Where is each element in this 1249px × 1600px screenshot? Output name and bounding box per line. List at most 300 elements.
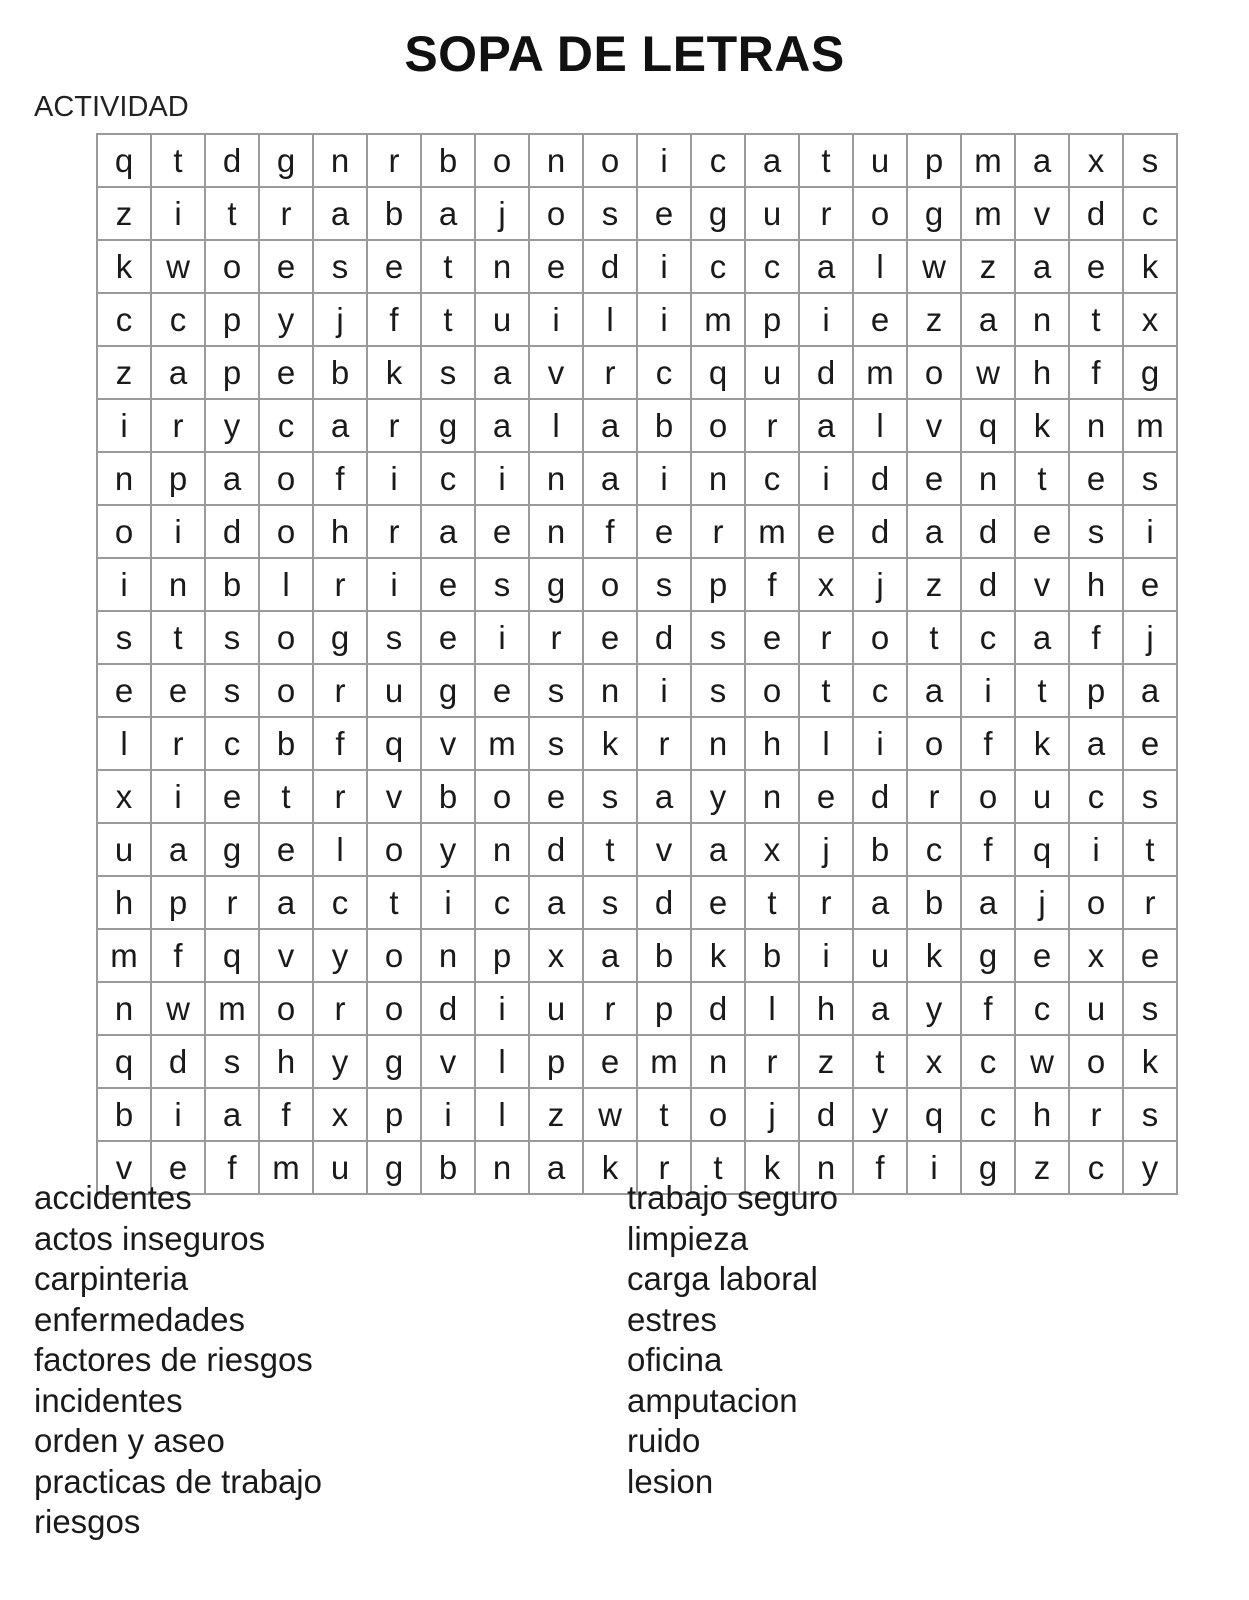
grid-cell: e	[259, 823, 313, 876]
grid-cell: b	[313, 346, 367, 399]
grid-cell: t	[205, 187, 259, 240]
grid-cell: d	[961, 505, 1015, 558]
grid-cell: o	[259, 452, 313, 505]
grid-cell: i	[151, 505, 205, 558]
grid-cell: n	[1015, 293, 1069, 346]
grid-cell: v	[907, 399, 961, 452]
grid-cell: t	[799, 134, 853, 187]
grid-cell: l	[97, 717, 151, 770]
grid-cell: i	[421, 1088, 475, 1141]
grid-cell: v	[421, 717, 475, 770]
grid-cell: o	[367, 823, 421, 876]
grid-cell: v	[367, 770, 421, 823]
grid-cell: e	[259, 346, 313, 399]
grid-cell: c	[205, 717, 259, 770]
grid-cell: r	[745, 399, 799, 452]
grid-cell: e	[529, 240, 583, 293]
grid-cell: c	[1123, 187, 1177, 240]
grid-cell: r	[151, 399, 205, 452]
grid-cell: i	[961, 664, 1015, 717]
grid-cell: a	[583, 929, 637, 982]
grid-cell: r	[367, 399, 421, 452]
grid-cell: t	[799, 664, 853, 717]
grid-cell: u	[745, 187, 799, 240]
grid-cell: o	[259, 611, 313, 664]
grid-cell: h	[745, 717, 799, 770]
grid-cell: p	[637, 982, 691, 1035]
grid-cell: j	[313, 293, 367, 346]
grid-cell: l	[259, 558, 313, 611]
grid-cell: d	[637, 611, 691, 664]
grid-cell: n	[97, 452, 151, 505]
grid-cell: z	[907, 293, 961, 346]
grid-cell: y	[313, 929, 367, 982]
grid-cell: o	[853, 187, 907, 240]
grid-cell: w	[151, 982, 205, 1035]
grid-cell: n	[691, 717, 745, 770]
grid-cell: n	[151, 558, 205, 611]
grid-cell: o	[259, 982, 313, 1035]
word-item: factores de riesgos	[34, 1341, 313, 1378]
grid-cell: g	[205, 823, 259, 876]
grid-row	[97, 346, 1177, 399]
grid-cell: f	[205, 1141, 259, 1194]
grid-cell: n	[475, 240, 529, 293]
grid-cell: f	[961, 823, 1015, 876]
grid-cell: f	[961, 717, 1015, 770]
grid-cell: s	[475, 558, 529, 611]
grid-cell: c	[961, 1035, 1015, 1088]
grid-cell: u	[475, 293, 529, 346]
grid-cell: i	[151, 187, 205, 240]
grid-cell: r	[205, 876, 259, 929]
grid-cell: n	[691, 452, 745, 505]
grid-cell: k	[745, 1141, 799, 1194]
grid-cell: l	[475, 1035, 529, 1088]
word-item: actos inseguros	[34, 1219, 266, 1257]
grid-cell: d	[799, 346, 853, 399]
grid-cell: e	[907, 452, 961, 505]
grid-cell: r	[799, 611, 853, 664]
grid-cell: d	[961, 558, 1015, 611]
activity-label: ACTIVIDAD	[34, 91, 189, 123]
word-list-right	[627, 1178, 838, 1502]
grid-cell: y	[691, 770, 745, 823]
grid-cell: a	[151, 823, 205, 876]
grid-cell: e	[637, 187, 691, 240]
grid-cell: f	[745, 558, 799, 611]
grid-cell: c	[961, 611, 1015, 664]
grid-cell: e	[205, 770, 259, 823]
grid-cell: t	[151, 611, 205, 664]
grid-cell: d	[853, 452, 907, 505]
grid-cell: t	[1015, 664, 1069, 717]
grid-cell: i	[799, 929, 853, 982]
grid-cell: e	[853, 293, 907, 346]
grid-cell: f	[367, 293, 421, 346]
grid-cell: n	[961, 452, 1015, 505]
grid-cell: s	[367, 611, 421, 664]
grid-cell: a	[205, 452, 259, 505]
grid-cell: m	[961, 187, 1015, 240]
grid-cell: o	[583, 134, 637, 187]
grid-cell: m	[853, 346, 907, 399]
grid-cell: x	[745, 823, 799, 876]
grid-cell: i	[475, 611, 529, 664]
grid-cell: i	[637, 293, 691, 346]
word-item: accidentes	[34, 1179, 192, 1216]
grid-cell: a	[745, 134, 799, 187]
grid-cell: e	[583, 611, 637, 664]
grid-cell: c	[475, 876, 529, 929]
grid-cell: t	[259, 770, 313, 823]
grid-cell: n	[529, 452, 583, 505]
grid-cell: u	[97, 823, 151, 876]
grid-cell: a	[907, 664, 961, 717]
grid-cell: v	[529, 346, 583, 399]
grid-cell: k	[1123, 240, 1177, 293]
grid-cell: s	[529, 717, 583, 770]
grid-cell: m	[691, 293, 745, 346]
grid-cell: a	[259, 876, 313, 929]
grid-cell: z	[529, 1088, 583, 1141]
word-item: trabajo seguro	[627, 1179, 838, 1216]
grid-cell: g	[961, 929, 1015, 982]
grid-cell: x	[1069, 134, 1123, 187]
grid-cell: q	[205, 929, 259, 982]
grid-cell: b	[259, 717, 313, 770]
grid-cell: d	[637, 876, 691, 929]
grid-cell: a	[529, 876, 583, 929]
grid-cell: r	[313, 982, 367, 1035]
grid-cell: d	[799, 1088, 853, 1141]
grid-cell: i	[637, 240, 691, 293]
grid-cell: r	[529, 611, 583, 664]
grid-row	[97, 823, 1177, 876]
grid-cell: t	[691, 1141, 745, 1194]
grid-cell: r	[259, 187, 313, 240]
grid-cell: n	[691, 1035, 745, 1088]
grid-cell: g	[529, 558, 583, 611]
word-item: incidentes	[34, 1381, 183, 1419]
word-search-grid	[96, 133, 1178, 1195]
grid-cell: k	[97, 240, 151, 293]
grid-cell: c	[1015, 982, 1069, 1035]
grid-cell: y	[853, 1088, 907, 1141]
grid-cell: k	[691, 929, 745, 982]
grid-cell: b	[637, 399, 691, 452]
grid-cell: r	[745, 1035, 799, 1088]
grid-cell: s	[691, 611, 745, 664]
grid-cell: o	[961, 770, 1015, 823]
word-item: oficina	[627, 1341, 723, 1378]
grid-cell: l	[475, 1088, 529, 1141]
grid-cell: h	[1015, 346, 1069, 399]
grid-row	[97, 1088, 1177, 1141]
grid-cell: h	[259, 1035, 313, 1088]
grid-cell: t	[1069, 293, 1123, 346]
grid-cell: g	[1123, 346, 1177, 399]
grid-cell: b	[97, 1088, 151, 1141]
grid-row	[97, 240, 1177, 293]
grid-cell: i	[367, 558, 421, 611]
grid-cell: p	[367, 1088, 421, 1141]
grid-cell: a	[799, 399, 853, 452]
grid-cell: k	[583, 717, 637, 770]
grid-cell: b	[205, 558, 259, 611]
grid-cell: e	[691, 876, 745, 929]
grid-cell: k	[367, 346, 421, 399]
grid-cell: p	[151, 452, 205, 505]
grid-row	[97, 505, 1177, 558]
grid-cell: l	[313, 823, 367, 876]
grid-cell: q	[97, 134, 151, 187]
grid-cell: r	[583, 982, 637, 1035]
grid-cell: a	[961, 293, 1015, 346]
grid-row	[97, 611, 1177, 664]
grid-cell: l	[853, 399, 907, 452]
grid-cell: c	[421, 452, 475, 505]
grid-cell: e	[1015, 505, 1069, 558]
grid-cell: q	[97, 1035, 151, 1088]
grid-cell: e	[1069, 452, 1123, 505]
grid-cell: r	[313, 558, 367, 611]
grid-cell: t	[421, 293, 475, 346]
grid-cell: e	[745, 611, 799, 664]
grid-cell: d	[205, 134, 259, 187]
grid-cell: o	[259, 664, 313, 717]
grid-cell: n	[97, 982, 151, 1035]
grid-cell: e	[421, 611, 475, 664]
word-item: enfermedades	[34, 1300, 245, 1338]
grid-cell: a	[1015, 134, 1069, 187]
grid-row	[97, 134, 1177, 187]
grid-cell: v	[1015, 558, 1069, 611]
grid-cell: c	[97, 293, 151, 346]
grid-cell: g	[961, 1141, 1015, 1194]
grid-cell: e	[421, 558, 475, 611]
grid-cell: h	[799, 982, 853, 1035]
grid-row	[97, 717, 1177, 770]
grid-cell: c	[259, 399, 313, 452]
grid-cell: u	[367, 664, 421, 717]
grid-cell: i	[637, 452, 691, 505]
grid-cell: e	[151, 1141, 205, 1194]
grid-cell: c	[637, 346, 691, 399]
grid-cell: p	[205, 346, 259, 399]
grid-cell: t	[745, 876, 799, 929]
grid-cell: h	[1015, 1088, 1069, 1141]
grid-cell: a	[907, 505, 961, 558]
grid-cell: b	[745, 929, 799, 982]
grid-cell: a	[853, 876, 907, 929]
grid-row	[97, 1035, 1177, 1088]
grid-cell: w	[907, 240, 961, 293]
grid-cell: q	[907, 1088, 961, 1141]
grid-cell: m	[745, 505, 799, 558]
grid-cell: y	[421, 823, 475, 876]
grid-cell: m	[205, 982, 259, 1035]
grid-cell: d	[529, 823, 583, 876]
grid-cell: j	[475, 187, 529, 240]
grid-cell: m	[961, 134, 1015, 187]
grid-cell: w	[583, 1088, 637, 1141]
grid-cell: a	[313, 399, 367, 452]
grid-cell: e	[583, 1035, 637, 1088]
grid-cell: d	[205, 505, 259, 558]
grid-cell: f	[313, 452, 367, 505]
grid-cell: i	[799, 452, 853, 505]
grid-cell: e	[529, 770, 583, 823]
grid-cell: x	[907, 1035, 961, 1088]
grid-cell: b	[853, 823, 907, 876]
grid-cell: a	[853, 982, 907, 1035]
grid-cell: e	[1069, 240, 1123, 293]
grid-cell: b	[421, 134, 475, 187]
grid-cell: j	[745, 1088, 799, 1141]
grid-cell: f	[853, 1141, 907, 1194]
grid-cell: y	[205, 399, 259, 452]
word-item: estres	[627, 1300, 717, 1338]
grid-cell: b	[367, 187, 421, 240]
grid-cell: q	[1015, 823, 1069, 876]
grid-cell: q	[691, 346, 745, 399]
grid-cell: s	[637, 558, 691, 611]
grid-cell: i	[151, 1088, 205, 1141]
grid-cell: b	[421, 1141, 475, 1194]
grid-cell: c	[745, 452, 799, 505]
grid-cell: i	[1069, 823, 1123, 876]
grid-cell: o	[853, 611, 907, 664]
grid-cell: t	[853, 1035, 907, 1088]
grid-cell: f	[313, 717, 367, 770]
grid-cell: a	[475, 346, 529, 399]
grid-cell: d	[853, 505, 907, 558]
grid-cell: a	[1123, 664, 1177, 717]
grid-cell: k	[1015, 717, 1069, 770]
word-item: lesion	[627, 1462, 714, 1500]
grid-cell: a	[583, 452, 637, 505]
grid-cell: n	[475, 823, 529, 876]
grid-cell: e	[259, 240, 313, 293]
grid-cell: a	[205, 1088, 259, 1141]
grid-cell: o	[907, 717, 961, 770]
grid-cell: f	[259, 1088, 313, 1141]
grid-row	[97, 982, 1177, 1035]
grid-cell: s	[583, 770, 637, 823]
grid-cell: s	[205, 1035, 259, 1088]
grid-cell: t	[583, 823, 637, 876]
grid-cell: r	[1123, 876, 1177, 929]
grid-cell: u	[1015, 770, 1069, 823]
grid-cell: b	[907, 876, 961, 929]
grid-cell: a	[529, 1141, 583, 1194]
grid-cell: k	[583, 1141, 637, 1194]
grid-cell: r	[367, 134, 421, 187]
grid-cell: w	[1015, 1035, 1069, 1088]
grid-cell: n	[475, 1141, 529, 1194]
grid-cell: m	[97, 929, 151, 982]
grid-cell: n	[745, 770, 799, 823]
grid-cell: e	[97, 664, 151, 717]
grid-cell: f	[961, 982, 1015, 1035]
grid-cell: i	[1123, 505, 1177, 558]
grid-cell: r	[637, 717, 691, 770]
grid-cell: l	[853, 240, 907, 293]
grid-cell: i	[799, 293, 853, 346]
grid-cell: f	[151, 929, 205, 982]
grid-cell: r	[1069, 1088, 1123, 1141]
grid-cell: y	[259, 293, 313, 346]
word-list-left	[34, 1178, 322, 1543]
grid-cell: u	[313, 1141, 367, 1194]
word-item: amputacion	[627, 1381, 798, 1419]
grid-cell: u	[1069, 982, 1123, 1035]
grid-cell: c	[961, 1088, 1015, 1141]
grid-cell: a	[1015, 611, 1069, 664]
grid-cell: z	[97, 187, 151, 240]
grid-cell: i	[853, 717, 907, 770]
grid-row	[97, 664, 1177, 717]
grid-cell: a	[313, 187, 367, 240]
page-title: SOPA DE LETRAS	[404, 26, 845, 82]
grid-cell: h	[97, 876, 151, 929]
grid-cell: s	[1123, 982, 1177, 1035]
grid-cell: u	[853, 134, 907, 187]
grid-cell: o	[475, 134, 529, 187]
grid-cell: r	[799, 876, 853, 929]
grid-cell: i	[637, 134, 691, 187]
grid-cell: s	[97, 611, 151, 664]
grid-cell: s	[205, 664, 259, 717]
grid-cell: c	[691, 134, 745, 187]
grid-cell: a	[421, 187, 475, 240]
grid-cell: t	[1123, 823, 1177, 876]
grid-cell: b	[637, 929, 691, 982]
grid-cell: v	[1015, 187, 1069, 240]
grid-cell: n	[529, 134, 583, 187]
grid-cell: j	[853, 558, 907, 611]
grid-cell: t	[637, 1088, 691, 1141]
grid-cell: t	[151, 134, 205, 187]
grid-cell: g	[421, 664, 475, 717]
grid-cell: e	[1123, 717, 1177, 770]
grid-cell: p	[151, 876, 205, 929]
grid-cell: q	[367, 717, 421, 770]
grid-cell: c	[853, 664, 907, 717]
grid-cell: i	[637, 664, 691, 717]
grid-cell: s	[205, 611, 259, 664]
grid-row	[97, 876, 1177, 929]
grid-cell: r	[151, 717, 205, 770]
grid-cell: i	[907, 1141, 961, 1194]
grid-cell: e	[799, 770, 853, 823]
grid-cell: x	[1123, 293, 1177, 346]
grid-cell: o	[97, 505, 151, 558]
grid-cell: o	[259, 505, 313, 558]
grid-cell: y	[907, 982, 961, 1035]
grid-cell: f	[583, 505, 637, 558]
grid-cell: i	[97, 399, 151, 452]
grid-cell: t	[367, 876, 421, 929]
grid-cell: d	[421, 982, 475, 1035]
grid-cell: c	[691, 240, 745, 293]
grid-cell: p	[907, 134, 961, 187]
grid-cell: k	[907, 929, 961, 982]
grid-cell: v	[259, 929, 313, 982]
grid-cell: o	[1069, 876, 1123, 929]
grid-cell: k	[1123, 1035, 1177, 1088]
